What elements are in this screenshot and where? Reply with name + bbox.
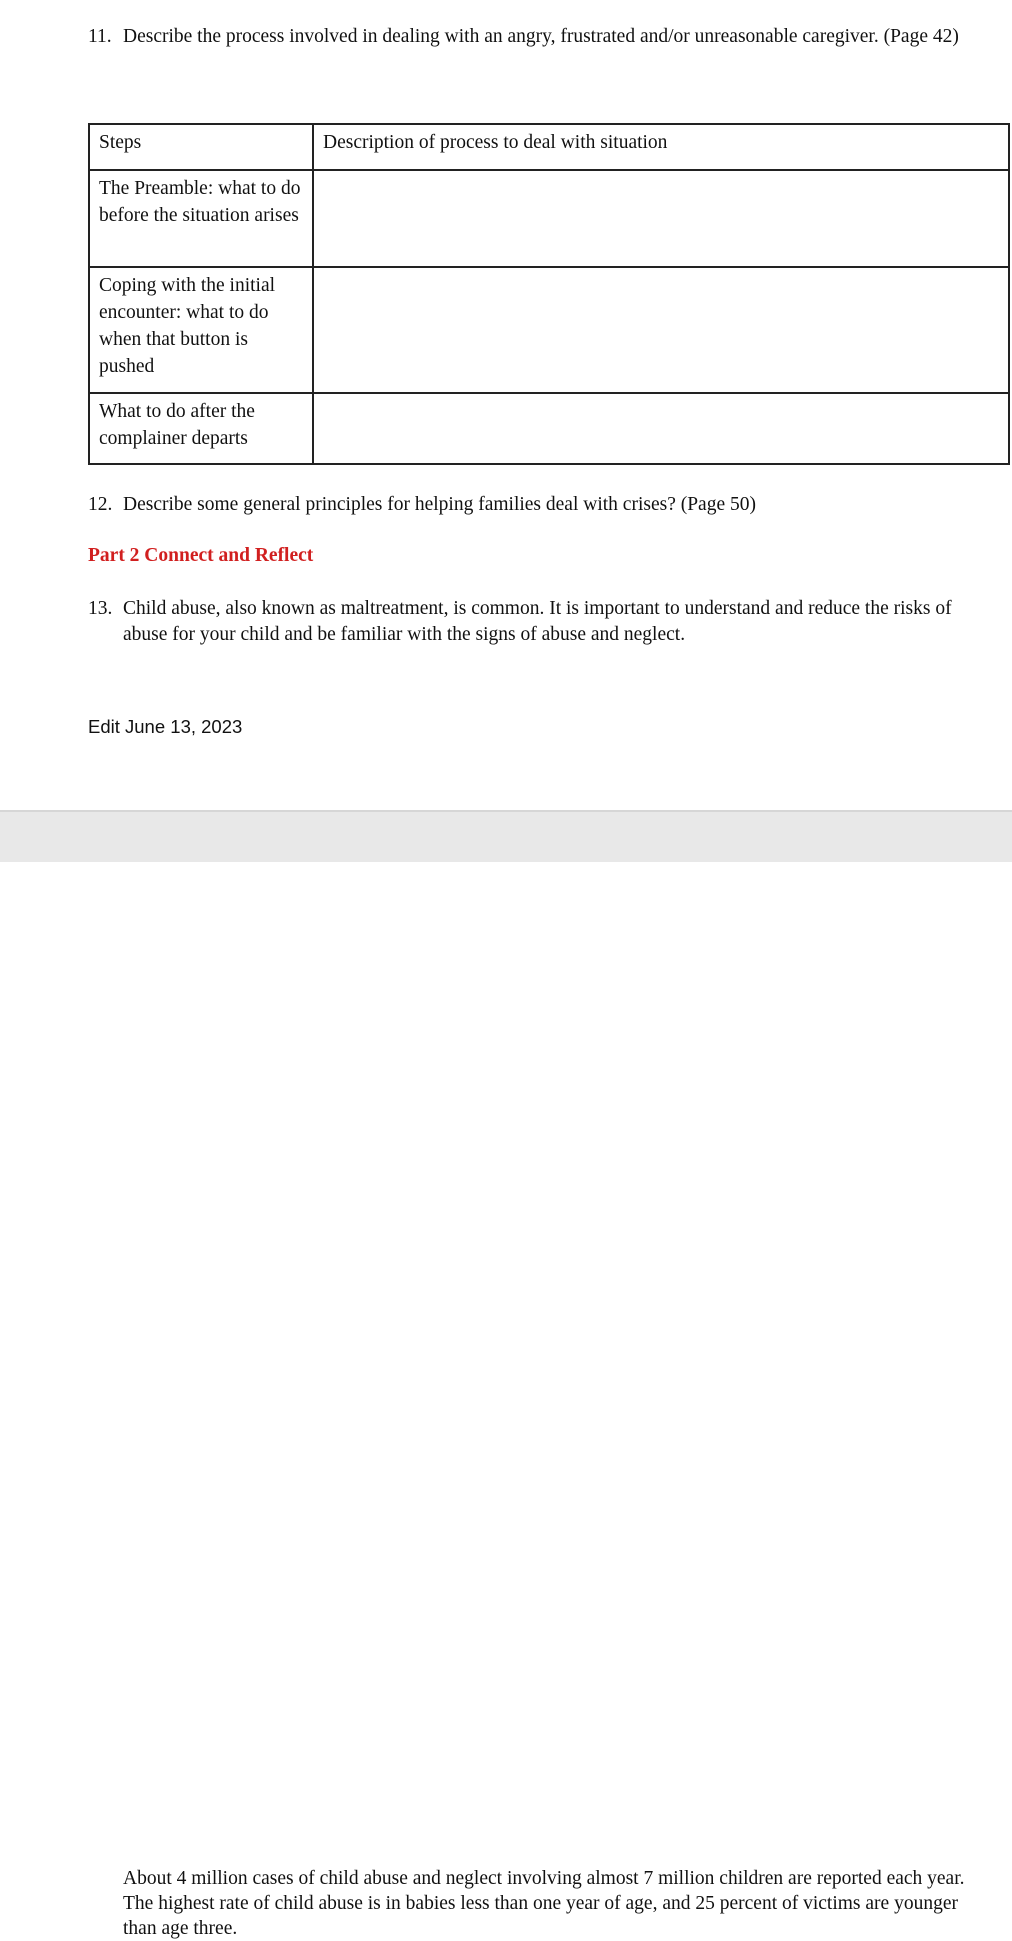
- table-row: [89, 267, 1009, 393]
- question-12: [88, 492, 988, 518]
- question-text: Describe the process involved in dealing with an angry, frustrated and/or unreasonable caregiver. (Page 42): [123, 26, 959, 47]
- question-number: 12.: [88, 494, 113, 515]
- table-header-row: [89, 124, 1009, 170]
- steps-table: [88, 123, 1010, 465]
- document-page: [0, 0, 1012, 810]
- body-paragraph: About 4 million cases of child abuse and neglect involving almost 7 million children are reported each year. The highest rate of child abuse is in babies less than one year of age, and 25 percent of victims are younger than age three.: [123, 1868, 965, 1939]
- description-cell[interactable]: [313, 170, 1009, 267]
- page-footer: Edit June 13, 2023: [88, 716, 243, 737]
- description-cell[interactable]: [313, 267, 1009, 393]
- next-document-page: [0, 862, 1012, 1939]
- section-heading-part-2: Part 2 Connect and Reflect: [88, 545, 314, 566]
- question-text: Describe some general principles for helping families deal with crises? (Page 50): [123, 494, 756, 515]
- table-row: [89, 170, 1009, 267]
- table-row: [89, 393, 1009, 464]
- question-number: 13.: [88, 598, 113, 619]
- step-cell: The Preamble: what to do before the situation arises: [89, 170, 313, 267]
- step-cell: What to do after the complainer departs: [89, 393, 313, 464]
- description-cell[interactable]: [313, 393, 1009, 464]
- page-separator: [0, 810, 1012, 864]
- step-cell: Coping with the initial encounter: what to do when that button is pushed: [89, 267, 313, 393]
- column-header-steps: Steps: [89, 124, 313, 170]
- question-number: 11.: [88, 26, 112, 47]
- question-text: Child abuse, also known as maltreatment, is common. It is important to understand and reduce the risks of abuse for your child and be familiar with the signs of abuse and neglect.: [123, 598, 952, 645]
- column-header-description: Description of process to deal with situation: [313, 124, 1009, 170]
- question-13: [88, 596, 988, 648]
- question-11: [88, 24, 988, 50]
